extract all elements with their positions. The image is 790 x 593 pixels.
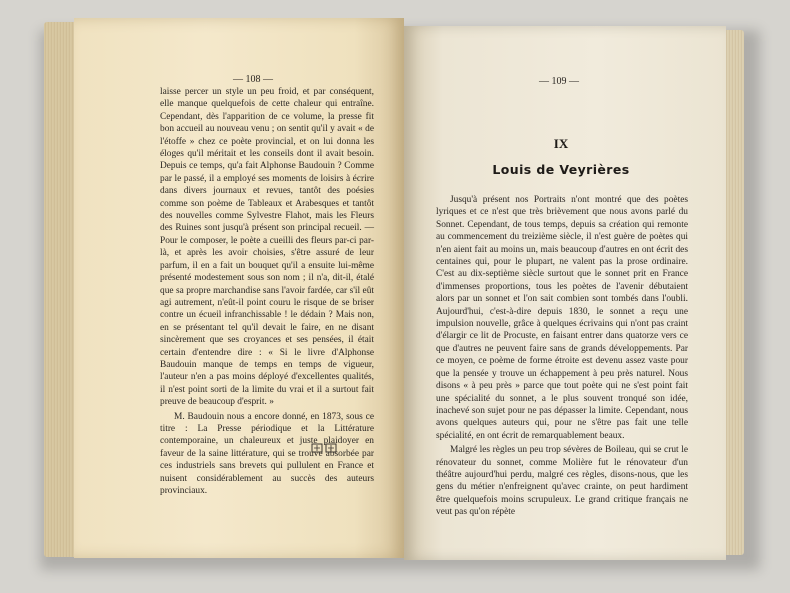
right-paragraph-1: Jusqu'à présent nos Portraits n'ont montré que des poètes lyriques et ce n'est que très brièvement que nous avons parlé du Sonnet. Cependant, de tous temps, depuis sa création qui remonte au commencement du treizième siècle, il n'est guère de poètes qui n'en aient fait au moins un, mais beaucoup d'autres en ont écrit des centaines qui, pour le plupart, ne valent pas la prose ordinaire. C'est au dix-septième siècle surtout que le sonnet prit en France d'immenses proportions, tous les poètes de l'avenir débutaient alors par un sonnet et l'on sait combien sont tombés dans l'oubli. Aujourd'hui, c'est-à-dire depuis 1830, le sonnet a reçu une impulsion nouvelle, grâce à quelques écrivains qui n'ont pas craint d'élargir ce lit de Procuste, en faisant entrer dans quatorze vers ce que d'autres ne peuvent faire sans de grands développements. Par ce moyen, ce poème de forme étroite est devenu assez vaste pour que la pensée y trouve un échappement à peu près naturel. Nous disons « à peu près » parce que tout poète qui ne s'est point fait une spécialité du sonnet, a le plus souvent tronqué son idée, inachevé son sujet pour ne pas dépasser la limite. Cependant, nous avons quelques auteurs qui, pour ne s'être pas fait une telle spécialité, en ont écrit de remarquablement beaux. — [436, 195, 688, 441]
left-page-body — [160, 86, 374, 497]
left-page — [74, 18, 404, 558]
right-paragraph-2: Malgré les règles un peu trop sévères de Boileau, qui se crut le rénovateur du sonnet, comme Molière fut le rénovateur d'un théâtre aujourd'hui perdu, malgré ces règles, disons-nous, que les gens du métier n'enfreignent qu'avec crainte, on peut hardiment être quelquefois moins scrupuleux. Le grand critique français ne veut pas qu'on répète — [436, 445, 688, 518]
chapter-title: Louis de Veyrières — [492, 162, 630, 177]
left-page-number: — 108 — — [233, 74, 273, 85]
left-paragraph-1: laisse percer un style un peu froid, et par conséquent, elle manque quelquefois de cette chaleur qui entraîne. Cependant, dès l'apparition de ce volume, la presse fit bon accueil au nouveau venu ; on sentit qu'il y avait « de l'étoffe » chez ce poète provincial, et on lui donna les éloges qu'il méritait et les conseils dont il avait besoin. Depuis ce temps, qu'a fait Alphonse Baudouin ? Comme par le passé, il a employé ses moments de loisirs à écrire dans divers journaux et revues, tantôt des poésies comme son poème de Tableaux et Arabesques et tantôt des nouvelles comme Sylvestre Flahot, mais les Fleurs des Ruines sont jusqu'à présent son principal recueil. — Pour le composer, le poète a cueilli des fleurs par-ci par-là, et après les avoir choisies, s'être assuré de leur parfum, il en a fait un bouquet qu'il a ensuite lui-même présenté modestement sous son nom ; il n'a, dit-il, étalé que sa propre marchandise sans l'avoir fardée, car s'il eût agi autrement, n'eût-il point couru le risque de se briser contre un écueil infranchissable ! le dédain ? Mais non, en se présentant tel qu'il devait le faire, en ne disant sincèrement que ses croyances et ses pensées, il était certain d'entendre dire : « Si le livre d'Alphonse Baudouin manque de temps en temps de vigueur, l'auteur n'en a pas moins déployé d'excellentes qualités, il n'est point sorti de la limite du vrai et il a surtout fait preuve de beaucoup d'esprit. » — [160, 87, 374, 408]
chapter-number: IX — [553, 136, 569, 151]
right-page — [404, 26, 726, 560]
right-page-body — [436, 194, 688, 519]
left-paragraph-2: M. Baudouin nous a encore donné, en 1873, sous ce titre : La Presse périodique et la Littérature contemporaine, un chaleureux et juste plaidoyer en faveur de la saine littérature, qui se trouve absorbée par ces industriels sans brevets qui pullulent en France et nuisent considérablement au succès des auteurs provinciaux. — [160, 411, 374, 496]
ornament-icon — [311, 442, 337, 454]
right-page-number: — 109 — — [539, 76, 579, 87]
